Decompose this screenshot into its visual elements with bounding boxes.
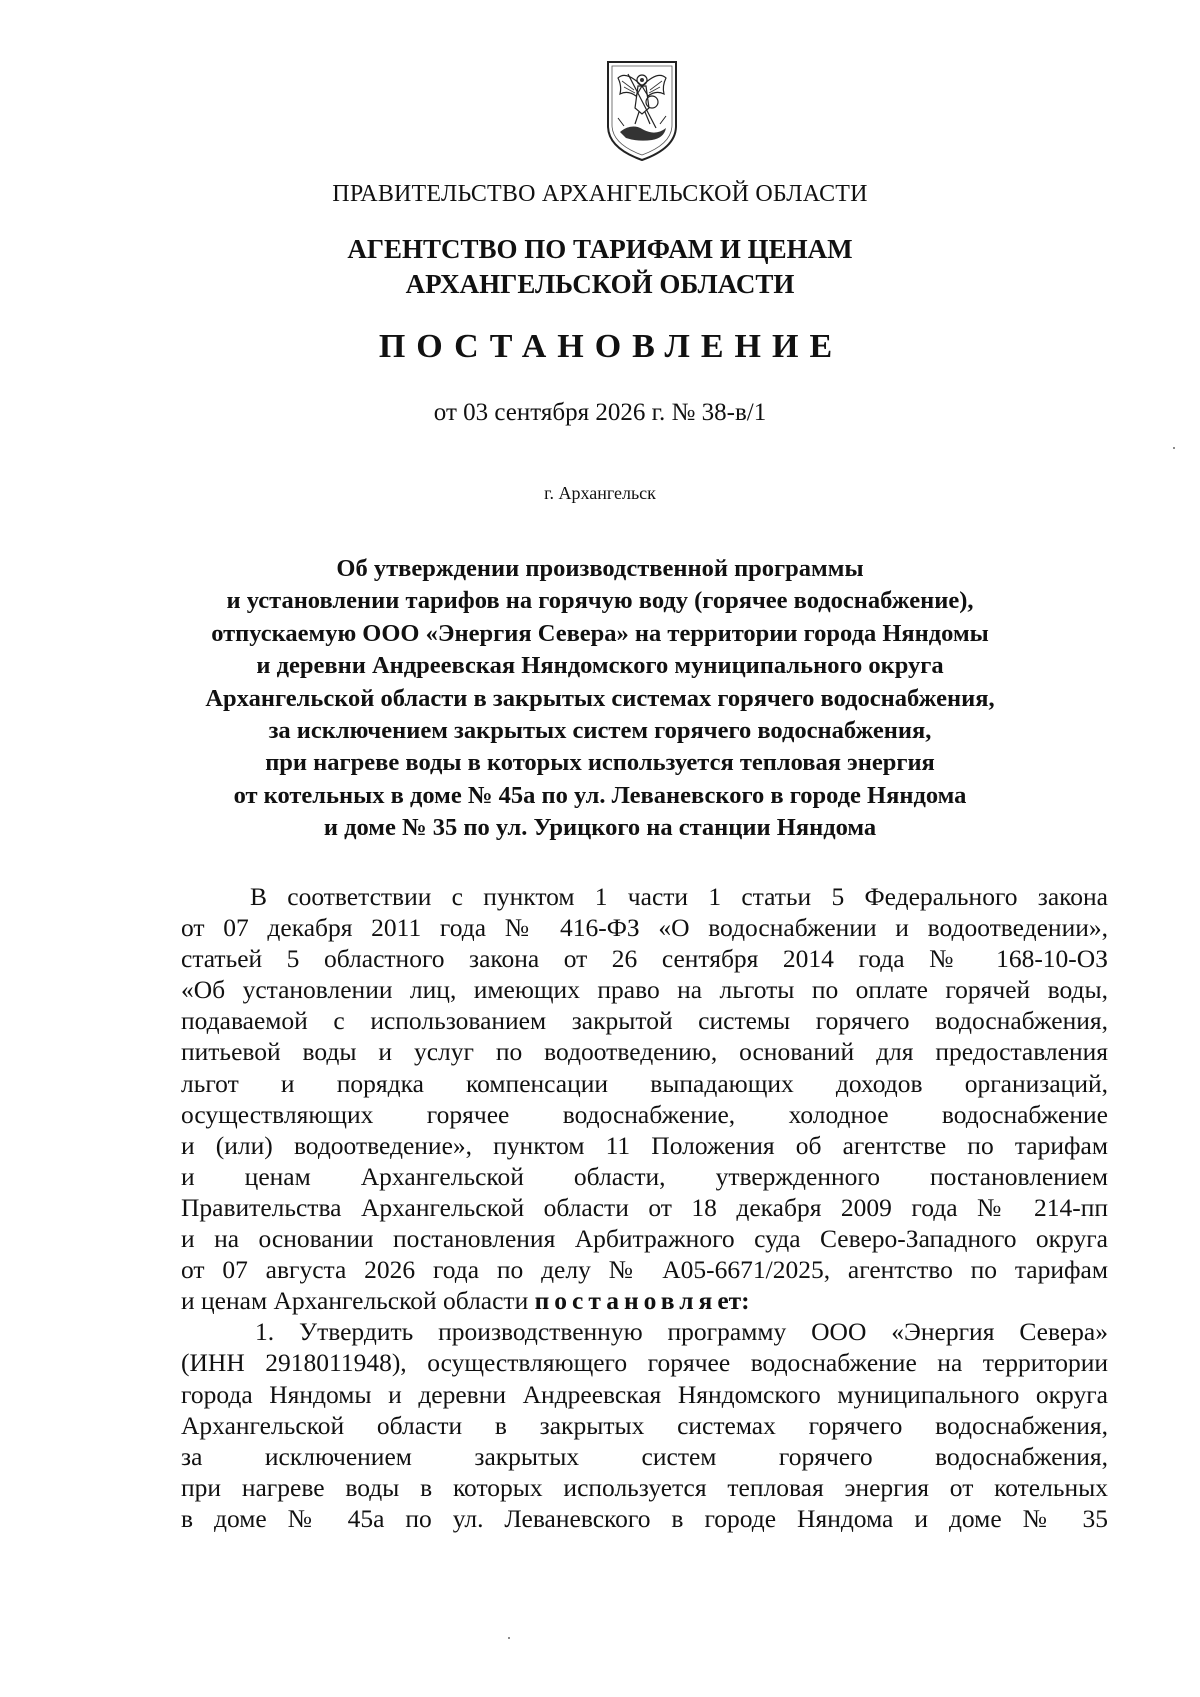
decree-word: постановля [534, 1286, 718, 1316]
body-line: осуществляющих горячее водоснабжение, холодное водоснабжение [181, 1099, 1108, 1129]
decree-prefix: и ценам Архангельской области [181, 1286, 535, 1316]
title-line: отпускаемую ООО «Энергия Севера» на территории города Няндомы [211, 619, 989, 647]
body-line: статьей 5 областного закона от 26 сентября 2014 года № 168-10-ОЗ [181, 944, 1108, 974]
title-line: за исключением закрытых систем горячего водоснабжения, [268, 716, 932, 744]
body-line: в доме № 45а по ул. Леваневского в городе Няндома и доме № 35 [181, 1503, 1108, 1533]
item-1-paragraph [181, 1316, 1108, 1534]
body-line: и на основании постановления Арбитражного суда Северо-Западного округа [181, 1224, 1108, 1254]
body-line: от 07 декабря 2011 года № 416-ФЗ «О водоснабжении и водоотведении», [181, 913, 1108, 943]
title-line: Об утверждении производственной программы [336, 555, 864, 582]
agency-name [0, 232, 1200, 302]
agency-name-line2: АРХАНГЕЛЬСКОЙ ОБЛАСТИ [405, 269, 795, 299]
title-line: при нагреве воды в которых используется тепловая энергия [265, 749, 935, 777]
body-line: и (или) водоотведение», пунктом 11 Положения об агентстве по тарифам [181, 1130, 1108, 1160]
body-line: за исключением закрытых систем горячего водоснабжения, [181, 1441, 1108, 1471]
body-line: при нагреве воды в которых используется тепловая энергия от котельных [181, 1472, 1108, 1502]
document-date-number: от 03 сентября 2026 г. № 38-в/1 [433, 399, 767, 426]
scan-speck [1173, 447, 1175, 449]
body-line: от 07 августа 2026 года по делу № А05-6671/2025, агентство по тарифам [181, 1255, 1108, 1285]
title-line: от котельных в доме № 45а по ул. Леваневского в городе Няндома [233, 781, 967, 809]
body-line: подаваемой с использованием закрытой системы горячего водоснабжения, [181, 1006, 1108, 1036]
preamble-paragraph [181, 881, 1108, 1316]
document-city: г. Архангельск [544, 483, 656, 503]
body-line: Правительства Архангельской области от 18 декабря 2009 года № 214-пп [181, 1192, 1108, 1222]
body-line: «Об установлении лиц, имеющих право на льготы по оплате горячей воды, [181, 975, 1108, 1005]
document-title [0, 553, 1200, 845]
title-line: и деревни Андреевская Няндомского муниципального округа [256, 652, 944, 680]
coat-of-arms-emblem [602, 56, 682, 164]
scan-speck [508, 1637, 510, 1639]
body-line: (ИНН 2918011948), осуществляющего горячее водоснабжение на территории [181, 1348, 1108, 1378]
document-type: ПОСТАНОВЛЕНИЕ [378, 328, 844, 365]
body-line: 1. Утвердить производственную программу ООО «Энергия Севера» [255, 1317, 1108, 1347]
body-line: и ценам Архангельской области, утвержденного постановлением [181, 1161, 1108, 1191]
government-name: ПРАВИТЕЛЬСТВО АРХАНГЕЛЬСКОЙ ОБЛАСТИ [332, 181, 868, 207]
body-line: города Няндомы и деревни Андреевская Няндомского муниципального округа [181, 1379, 1108, 1409]
body-line: Архангельской области в закрытых системах горячего водоснабжения, [181, 1410, 1108, 1440]
title-line: и доме № 35 по ул. Урицкого на станции Няндома [323, 814, 877, 842]
title-line: Архангельской области в закрытых системах горячего водоснабжения, [205, 684, 995, 712]
body-line: льгот и порядка компенсации выпадающих доходов организаций, [181, 1068, 1108, 1098]
title-line: и установлении тарифов на горячую воду (горячее водоснабжение), [226, 587, 974, 615]
body-line: питьевой воды и услуг по водоотведению, оснований для предоставления [181, 1037, 1108, 1067]
decree-word-tail: ет: [717, 1286, 750, 1316]
body-line-decree [181, 1285, 1108, 1316]
document-body [181, 881, 1108, 1534]
body-line: В соответствии с пунктом 1 части 1 статьи 5 Федерального закона [250, 882, 1108, 911]
agency-name-line1: АГЕНТСТВО ПО ТАРИФАМ И ЦЕНАМ [347, 234, 853, 264]
